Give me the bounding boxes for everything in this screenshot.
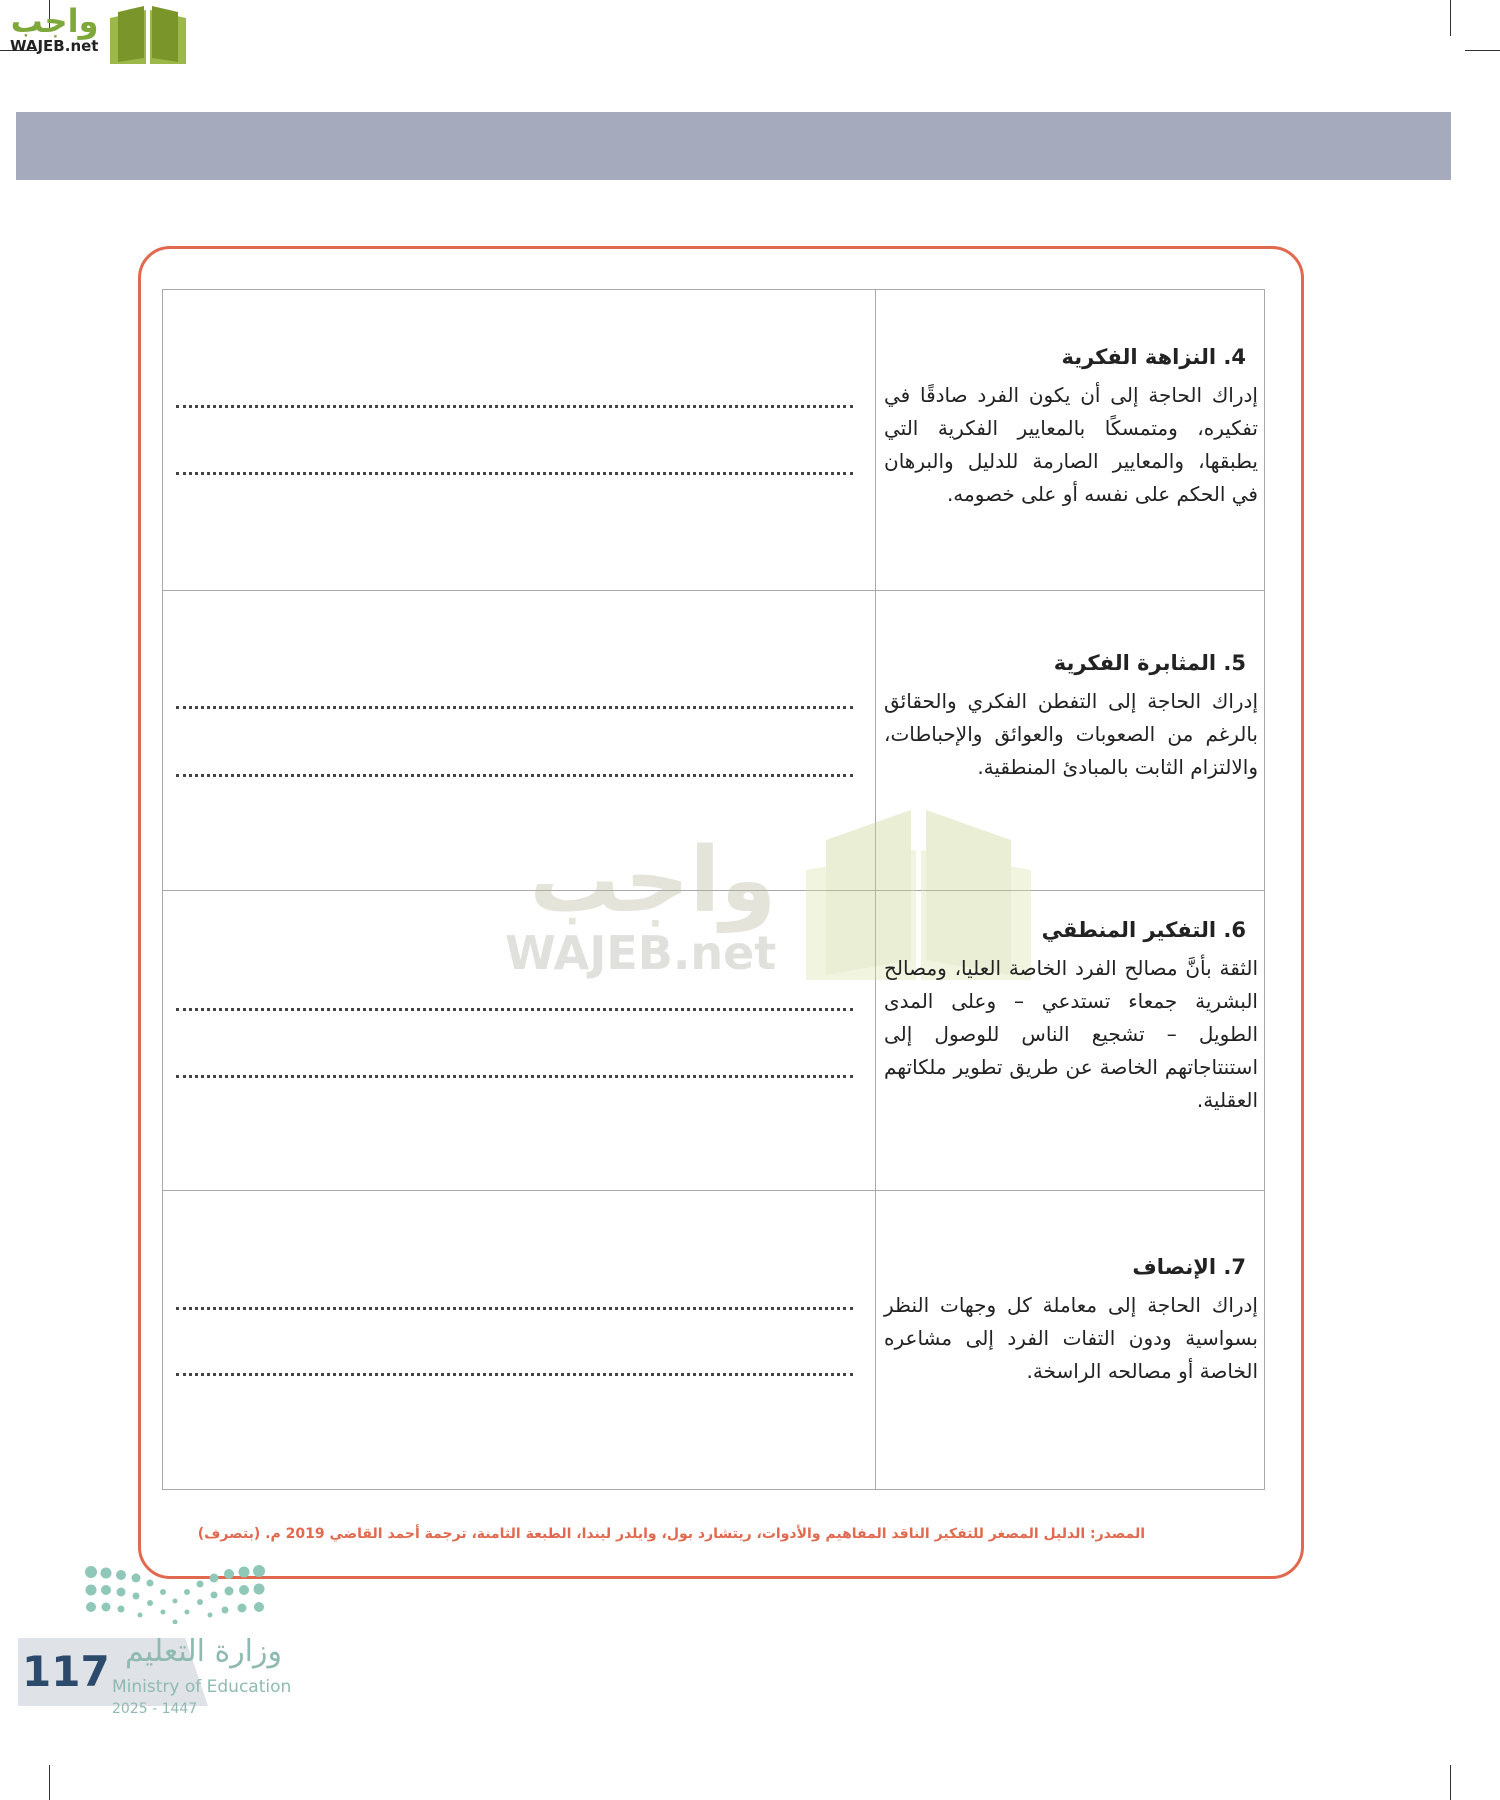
logo-arabic: واجب: [10, 2, 99, 40]
row-text: إدراك الحاجة إلى معاملة كل وجهات النظر بسواسية ودون التفات الفرد إلى مشاعره الخاصة أو مصالحه الراسخة.: [884, 1293, 1258, 1383]
crop-mark: [1465, 50, 1500, 51]
header-band: [16, 112, 1451, 180]
row-text: إدراك الحاجة إلى التفطن الفكري والحقائق بالرغم من الصعوبات والعوائق والإحباطات، والالتزام الثابت بالمبادئ المنطقية.: [884, 689, 1258, 779]
source-citation: المصدر: الدليل المصغر للتفكير الناقد المفاهيم والأدوات، ريتشارد بول، وايلدر ليندا، الطبعة الثامنة، ترجمة أحمد القاضي 2019 م. (بتصرف): [197, 1526, 1145, 1542]
row-5-definition: [884, 651, 1258, 784]
ministry-english: Ministry of Education: [112, 1677, 292, 1697]
row-title: 6. التفكير المنطقي: [1041, 918, 1246, 942]
crop-mark: [1450, 0, 1451, 36]
answer-line[interactable]: [176, 774, 853, 777]
row-4-definition: [884, 345, 1258, 511]
answer-line[interactable]: [176, 706, 853, 709]
row-title: 5. المثابرة الفكرية: [1053, 651, 1246, 675]
row-title: 7. الإنصاف: [1132, 1255, 1246, 1279]
crop-mark: [49, 1765, 50, 1800]
page-number: 117: [22, 1647, 110, 1696]
ministry-dots-logo: [84, 1564, 266, 1624]
row-divider: [162, 1190, 1265, 1191]
answer-line[interactable]: [176, 1307, 853, 1310]
book-icon: [106, 4, 190, 66]
row-7-definition: [884, 1255, 1258, 1388]
row-title: 4. النزاهة الفكرية: [1061, 345, 1246, 369]
answer-line[interactable]: [176, 405, 853, 408]
logo-latin: WAJEB.net: [10, 37, 99, 55]
row-divider: [162, 590, 1265, 591]
watermark-latin: WAJEB.net: [505, 926, 777, 980]
crop-mark: [1450, 1765, 1451, 1800]
watermark-arabic: واجب: [529, 828, 777, 933]
answer-line[interactable]: [176, 472, 853, 475]
answer-line[interactable]: [176, 1075, 853, 1078]
answer-line[interactable]: [176, 1008, 853, 1011]
row-6-definition: [884, 918, 1258, 1117]
answer-line[interactable]: [176, 1373, 853, 1376]
wajeb-logo: [10, 4, 190, 66]
edition-year: 2025 - 1447: [112, 1701, 198, 1717]
row-text: إدراك الحاجة إلى أن يكون الفرد صادقًا في تفكيره، ومتمسكًا بالمعايير الفكرية التي يطبقها، والمعايير الصارمة للدليل والبرهان في الحكم على نفسه أو على خصومه.: [884, 383, 1258, 506]
row-text: الثقة بأنَّ مصالح الفرد الخاصة العليا، ومصالح البشرية جمعاء تستدعي – وعلى المدى الطويل – تشجيع الناس للوصول إلى استنتاجاتهم الخاصة عن طريق تطوير ملكاتهم العقلية.: [884, 956, 1258, 1112]
ministry-arabic: وزارة التعليم: [124, 1634, 282, 1669]
